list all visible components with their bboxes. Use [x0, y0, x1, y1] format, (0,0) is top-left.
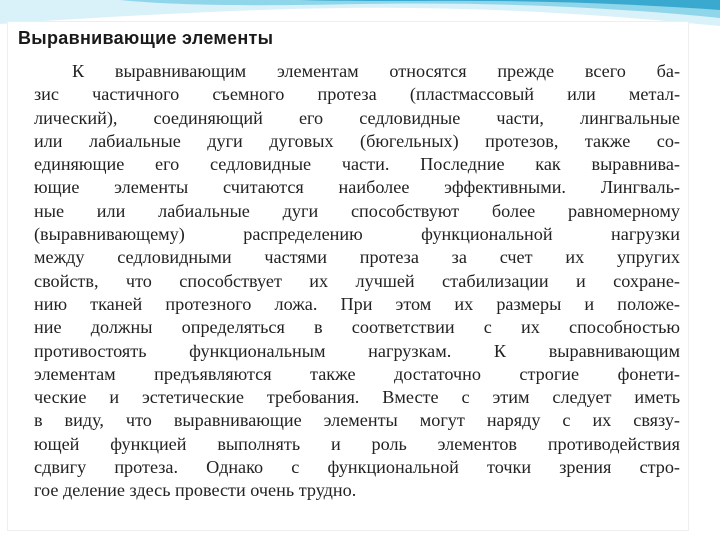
- text-line: противостоять функциональным нагрузкам. К выравнивающим: [34, 340, 680, 361]
- body-paragraph: [34, 60, 680, 503]
- text-line: ние должны определяться в соответствии с их способностью: [34, 317, 680, 338]
- text-line: зис частичного съемного протеза (пластмассовый или метал-: [34, 84, 680, 105]
- text-line: К выравнивающим элементам относятся прежде всего ба-: [72, 61, 680, 81]
- text-line: (выравнивающему) распределению функциональной нагрузки: [34, 224, 680, 245]
- section-title: Выравнивающие элементы: [18, 28, 274, 48]
- text-line: нию тканей протезного ложа. При этом их размеры и положе-: [34, 293, 680, 314]
- text-line: сдвигу протеза. Однако с функциональной точки зрения стро-: [34, 457, 680, 478]
- banner-wave-mid: [120, 0, 720, 18]
- scanned-page: [8, 22, 688, 530]
- text-line: ческие и эстетические требования. Вместе с этим следует иметь: [34, 387, 680, 408]
- text-line: гое деление здесь провести очень трудно.: [34, 480, 357, 501]
- text-line: ющие элементы считаются наиболее эффективными. Лингваль-: [34, 177, 680, 198]
- text-line: единяющие его седловидные части. Последние как выравнива-: [34, 154, 680, 175]
- text-line: между седловидными частями протеза за счет их упругих: [34, 247, 680, 268]
- text-line: лический), соединяющий его седловидные части, лингвальные: [34, 107, 680, 128]
- text-line: в виду, что выравнивающие элементы могут наряду с их связу-: [34, 410, 680, 431]
- text-line: или лабиальные дуги дуговых (бюгельных) протезов, также со-: [34, 130, 680, 151]
- text-line: ные или лабиальные дуги способствуют более равномерному: [34, 200, 680, 221]
- banner-wave-front: [300, 0, 720, 10]
- text-line: элементам предъявляются также достаточно строгие фонети-: [34, 363, 680, 384]
- text-line: свойств, что способствует их лучшей стабилизации и сохране-: [34, 270, 680, 291]
- text-line: ющей функцией выполнять и роль элементов противодействия: [34, 433, 680, 454]
